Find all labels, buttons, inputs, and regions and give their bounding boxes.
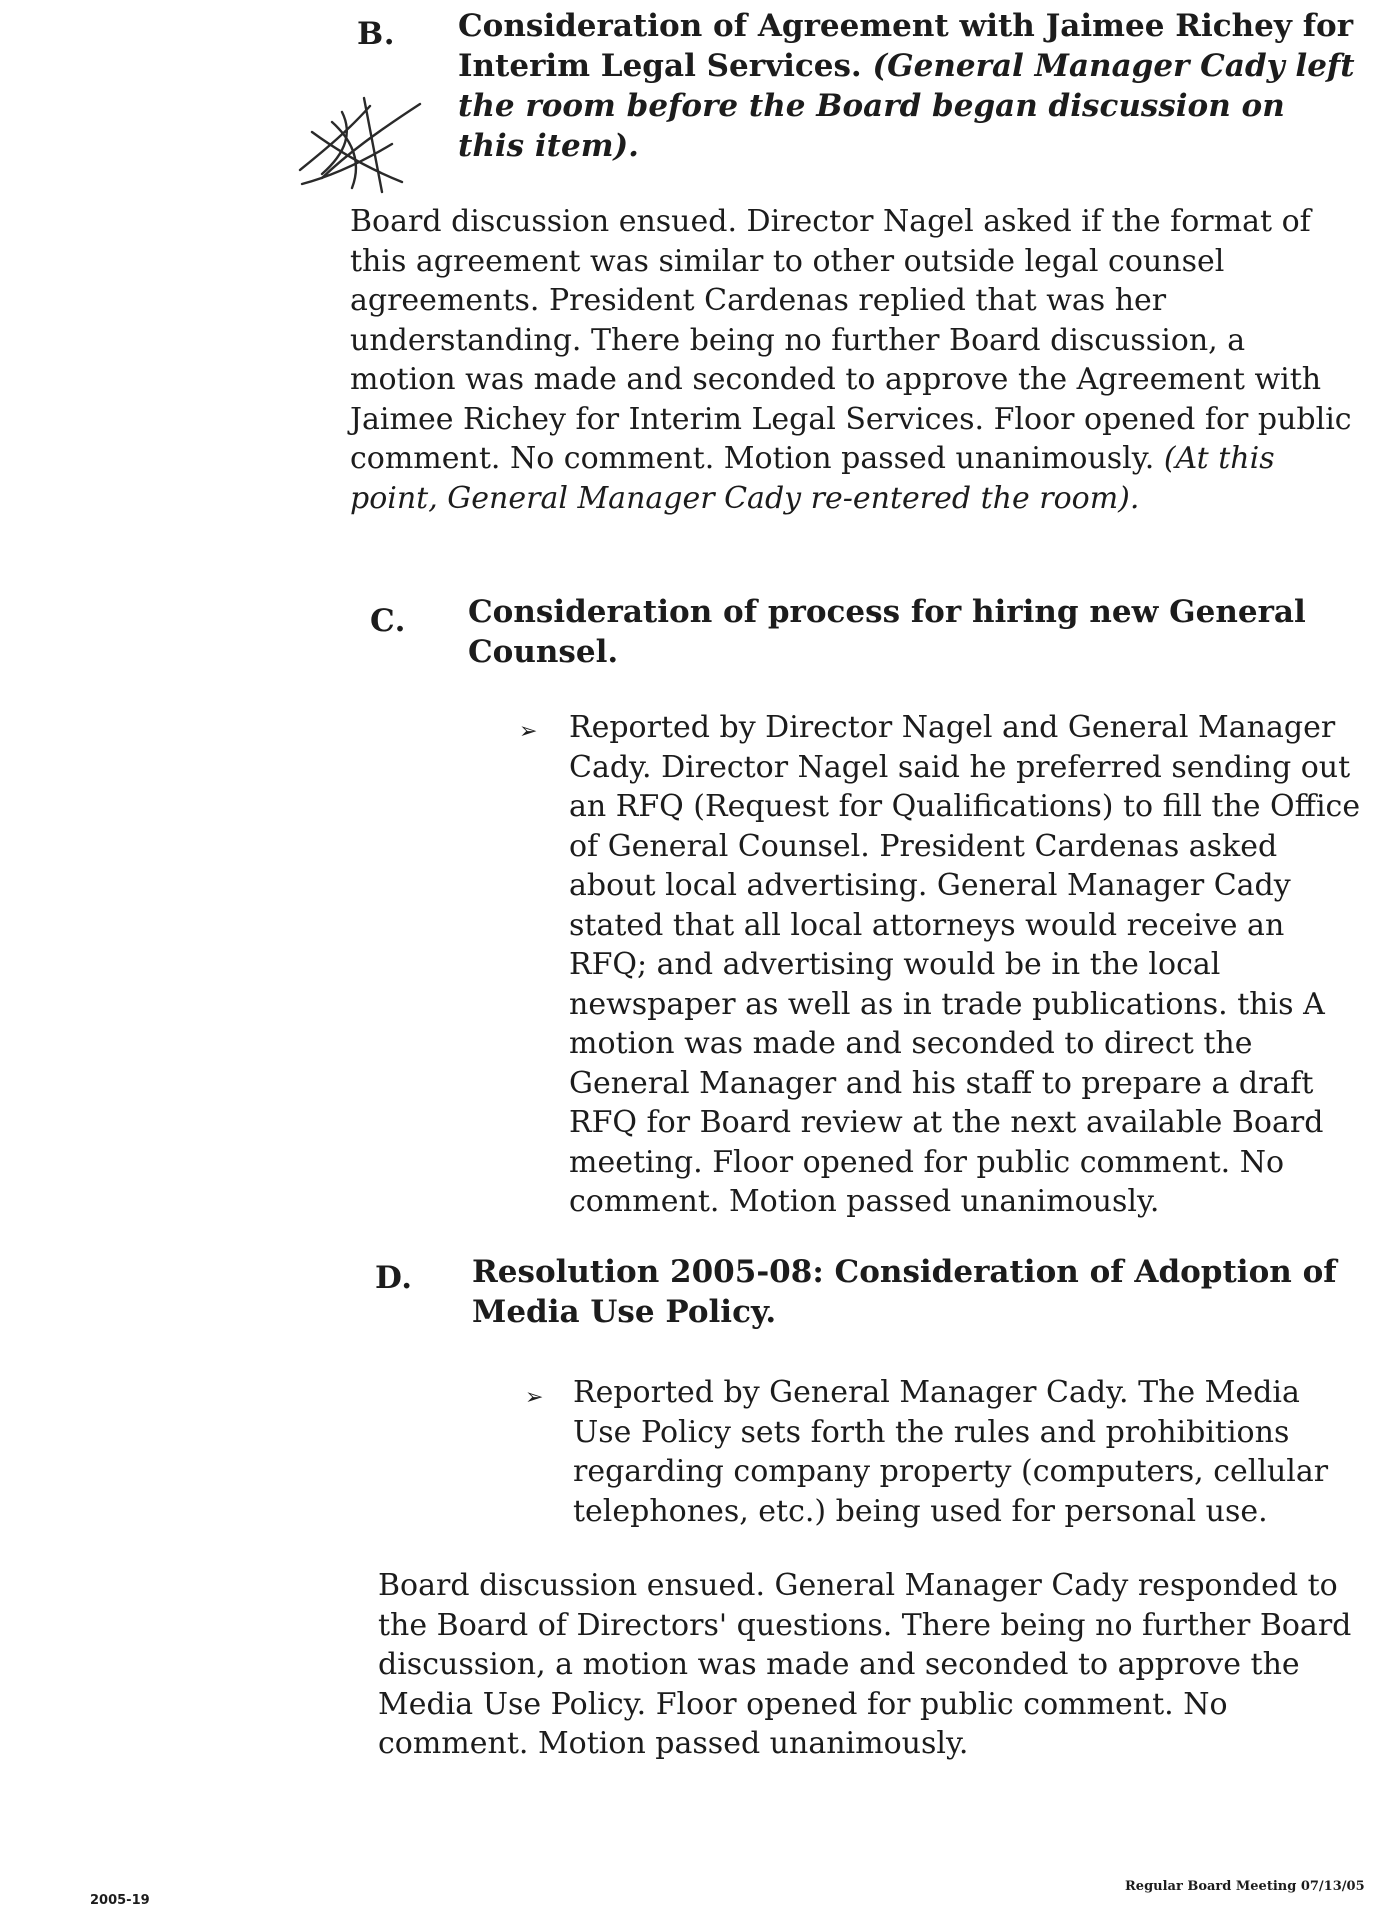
handwritten-initials-mark [292, 92, 432, 202]
section-d-title: Resolution 2005-08: Consideration of Adoption of Media Use Policy. [472, 1254, 1337, 1330]
section-c-bullet-text: Reported by Director Nagel and General Manager Cady. Director Nagel said he preferred sending out an RFQ (Request for Qualifications) to fill the Office of General Counsel. President Cardenas asked about local advertising. General Manager Cady stated that all local attorneys would receive an RFQ; and advertising would be in the local newspaper as well as in trade publications. this A motion was made and seconded to direct the General Manager and his staff to prepare a draft RFQ for Board review at the next available Board meeting. Floor opened for public comment. No comment. Motion passed unanimously. [569, 710, 1361, 1219]
section-b-title: Consideration of Agreement with Jaimee Richey for Interim Legal Services. [458, 8, 1354, 84]
section-d-letter: D. [375, 1260, 413, 1296]
section-b-heading [458, 6, 1358, 166]
section-b-body [350, 202, 1355, 518]
section-b-body-text: Board discussion ensued. Director Nagel asked if the format of this agreement was similar to other outside legal counsel agreements. President Cardenas replied that was her understanding. There being no further Board discussion, a motion was made and seconded to approve the Agreement with Jaimee Richey for Interim Legal Services. Floor opened for public comment. No comment. Motion passed unanimously. [350, 204, 1352, 476]
section-d-bullet-arrow-icon: ➢ [525, 1385, 544, 1410]
footer-meeting-label: Regular Board Meeting 07/13/05 [1125, 1879, 1365, 1894]
section-b-title-note: (General Manager Cady left the room before the Board began discussion on this item). [458, 48, 1355, 164]
section-b-letter: B. [357, 16, 395, 52]
section-c-letter: C. [370, 603, 406, 639]
section-b-body-note: (At this point, General Manager Cady re-entered the room). [350, 441, 1275, 516]
section-c-title: Consideration of process for hiring new General Counsel. [468, 594, 1306, 670]
section-c-bullet-arrow-icon: ➢ [519, 719, 538, 744]
footer-page-number: 2005-19 [90, 1893, 150, 1908]
section-d-bullet-text: Reported by General Manager Cady. The Media Use Policy sets forth the rules and prohibitions regarding company property (computers, cellular telephones, etc.) being used for personal use. [573, 1375, 1329, 1529]
section-d-body: Board discussion ensued. General Manager Cady responded to the Board of Directors' questions. There being no further Board discussion, a motion was made and seconded to approve the Media Use Policy. Floor opened for public comment. No comment. Motion passed unanimously. [378, 1568, 1352, 1761]
